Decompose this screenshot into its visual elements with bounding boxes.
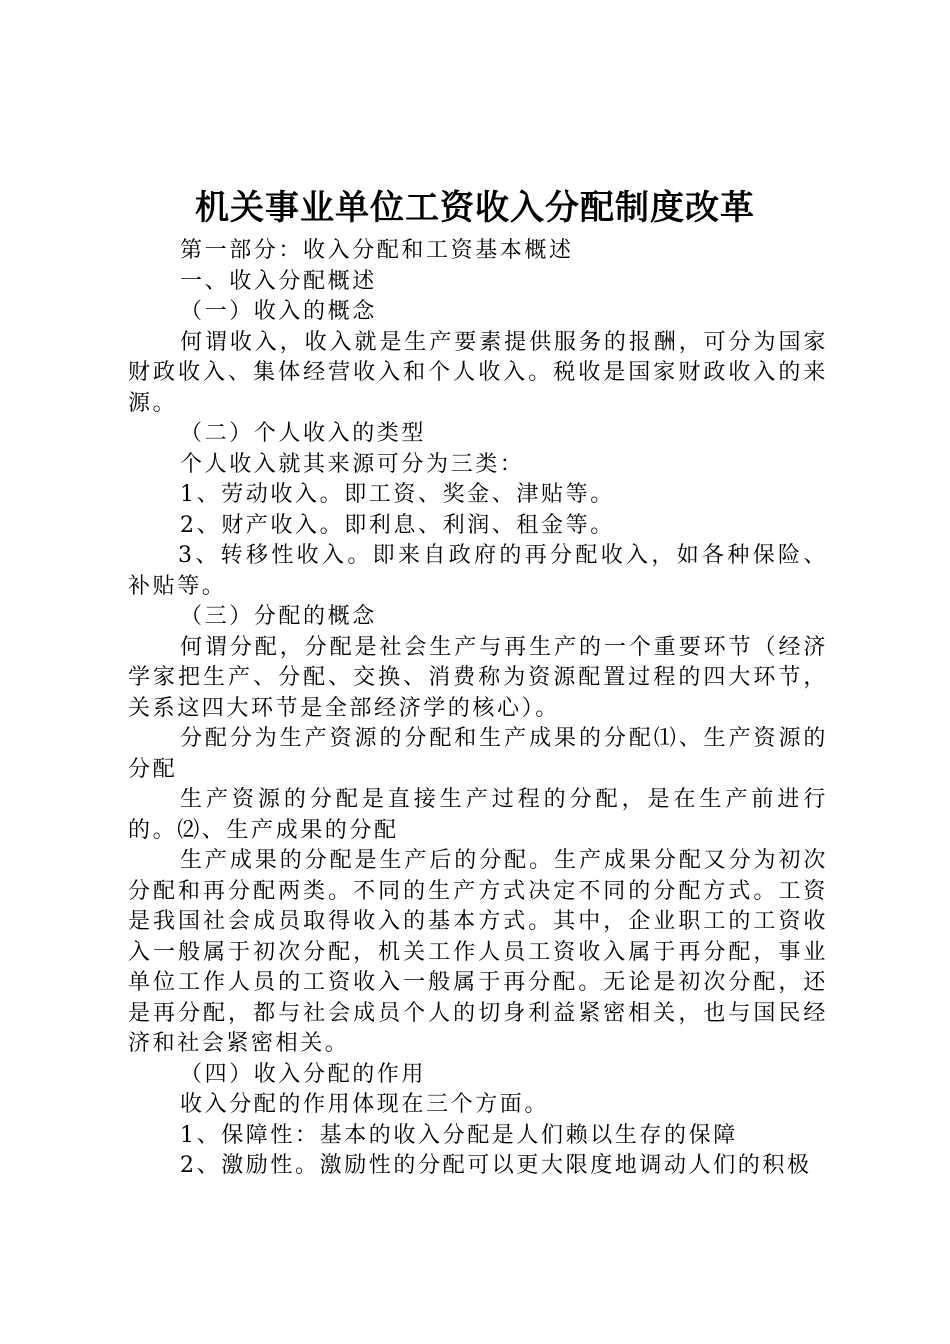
document-body (128, 236, 828, 1182)
list-item-transfer-income: 3、转移性收入。即来自政府的再分配收入，如各种保险、补贴等。 (128, 543, 828, 599)
list-item-property-income: 2、财产收入。即利息、利润、租金等。 (180, 512, 615, 538)
paragraph-output-distribution: 生产成果的分配是生产后的分配。生产成果分配又分为初次分配和再分配两类。不同的生产方式决定不同的分配方式。工资是我国社会成员取得收入的基本方式。其中，企业职工的工资收入一般属于初次分配，机关工作人员工资收入属于再分配，事业单位工作人员的工资收入一般属于再分配。无论是初次分配，还是再分配，都与社会成员个人的切身利益紧密相关，也与国民经济和社会紧密相关。 (128, 848, 828, 1056)
part-heading: 第一部分：收入分配和工资基本概述 (180, 238, 574, 263)
paragraph-distribution-concept: 何谓分配，分配是社会生产与再生产的一个重要环节（经济学家把生产、分配、交换、消费称为资源配置过程的四大环节，关系这四大环节是全部经济学的核心）。 (128, 634, 828, 721)
list-item-incentive-role: 2、激励性。激励性的分配可以更大限度地调动人们的积极 (180, 1153, 812, 1178)
subsection-heading-4: （四）收入分配的作用 (180, 1061, 427, 1087)
document-title: 机关事业单位工资收入分配制度改革 (195, 188, 755, 228)
subsection-heading-2: （二）个人收入的类型 (180, 421, 427, 446)
paragraph-resource-distribution: 生产资源的分配是直接生产过程的分配，是在生产前进行的。⑵、生产成果的分配 (128, 787, 828, 843)
paragraph-income-concept: 何谓收入，收入就是生产要素提供服务的报酬，可分为国家财政收入、集体经营收入和个人收入。税收是国家财政收入的来源。 (128, 329, 828, 416)
paragraph-roles-intro: 收入分配的作用体现在三个方面。 (180, 1092, 550, 1117)
list-item-security-role: 1、保障性：基本的收入分配是人们赖以生存的保障 (180, 1122, 738, 1148)
list-item-labor-income: 1、劳动收入。即工资、奖金、津贴等。 (180, 482, 615, 507)
section-heading: 一、收入分配概述 (180, 268, 377, 294)
subsection-heading-3: （三）分配的概念 (180, 604, 377, 629)
paragraph-distribution-types: 分配分为生产资源的分配和生产成果的分配⑴、生产资源的分配 (128, 726, 828, 782)
subsection-heading-1: （一）收入的概念 (180, 299, 377, 324)
paragraph-income-types-intro: 个人收入就其来源可分为三类： (180, 451, 525, 477)
